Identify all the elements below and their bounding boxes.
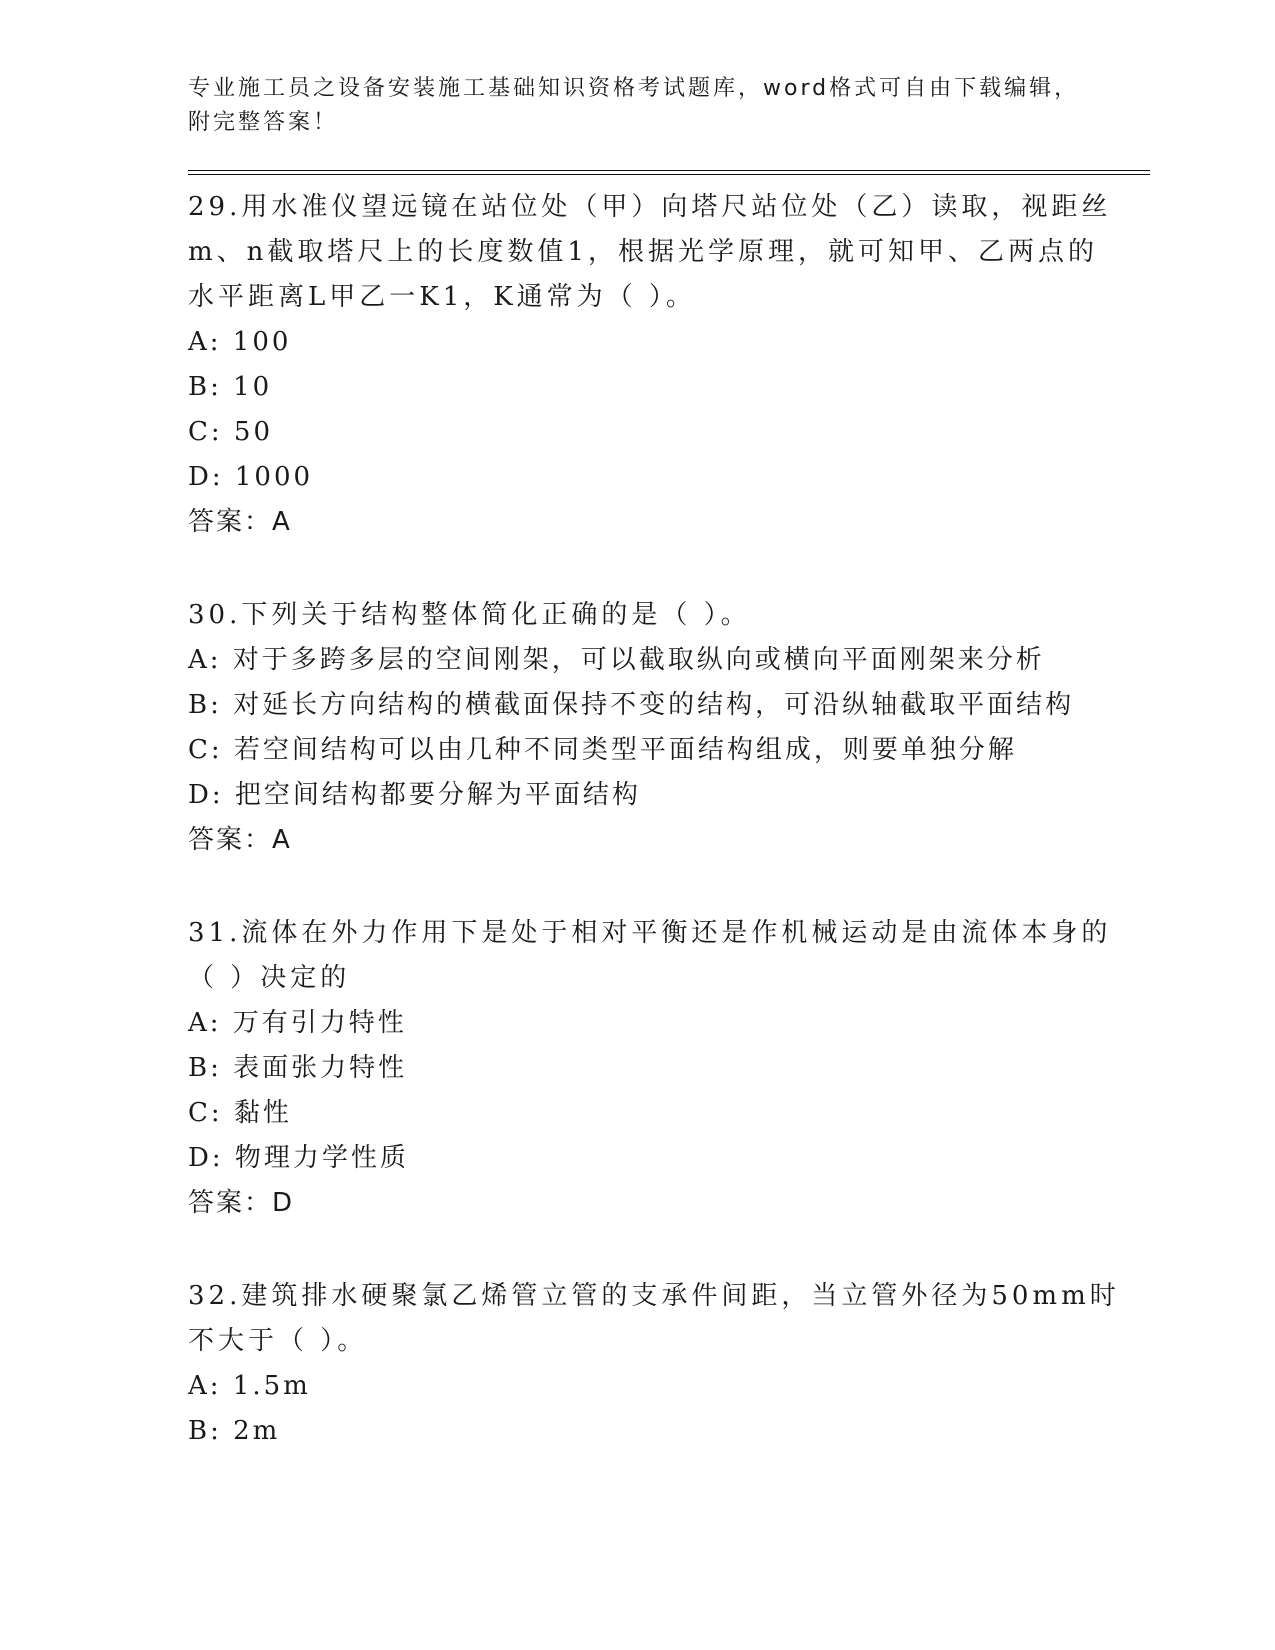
question-block — [188, 593, 1148, 863]
question-block — [188, 1274, 1148, 1454]
answer-key: 答案：A — [188, 507, 292, 537]
answer-key: 答案：D — [188, 1188, 295, 1218]
answer-option: D: 把空间结构都要分解为平面结构 — [188, 780, 641, 810]
answer-option: B: 2m — [188, 1416, 281, 1446]
question-list — [188, 185, 1148, 1454]
question-block — [188, 911, 1148, 1226]
answer-option: A: 万有引力特性 — [188, 1008, 407, 1038]
answer-option: C: 黏性 — [188, 1098, 292, 1128]
answer-option: A: 100 — [188, 327, 292, 357]
question-stem-line: m、n截取塔尺上的长度数值1，根据光学原理，就可知甲、乙两点的 — [188, 237, 1098, 267]
question-stem-line: 29.用水准仪望远镜在站位处（甲）向塔尺站位处（乙）读取，视距丝 — [188, 192, 1112, 222]
document-page — [188, 72, 1148, 1502]
answer-option: B: 对延长方向结构的横截面保持不变的结构，可沿纵轴截取平面结构 — [188, 690, 1075, 720]
question-stem-line: 30.下列关于结构整体简化正确的是（ ）。 — [188, 600, 751, 630]
answer-key: 答案：A — [188, 825, 292, 855]
answer-option: D: 物理力学性质 — [188, 1143, 409, 1173]
answer-option: B: 10 — [188, 372, 273, 402]
answer-option: A: 1.5m — [188, 1371, 311, 1401]
answer-option: B: 表面张力特性 — [188, 1053, 408, 1083]
answer-option: C: 若空间结构可以由几种不同类型平面结构组成，则要单独分解 — [188, 735, 1017, 765]
question-stem-line: 31.流体在外力作用下是处于相对平衡还是作机械运动是由流体本身的 — [188, 918, 1112, 948]
question-stem-line: （ ）决定的 — [188, 963, 351, 993]
header-line-2: 附完整答案！ — [188, 110, 339, 135]
header-line-1: 专业施工员之设备安装施工基础知识资格考试题库，word格式可自由下载编辑， — [188, 76, 1080, 101]
question-stem-line: 不大于（ ）。 — [188, 1326, 368, 1356]
answer-option: C: 50 — [188, 417, 274, 447]
question-stem-line: 水平距离L甲乙一K1，K通常为（ ）。 — [188, 282, 696, 312]
question-block — [188, 185, 1148, 545]
answer-option: A: 对于多跨多层的空间刚架，可以截取纵向或横向平面刚架来分析 — [188, 645, 1045, 675]
answer-option: D: 1000 — [188, 462, 314, 492]
question-stem-line: 32.建筑排水硬聚氯乙烯管立管的支承件间距，当立管外径为50mm时 — [188, 1281, 1120, 1311]
